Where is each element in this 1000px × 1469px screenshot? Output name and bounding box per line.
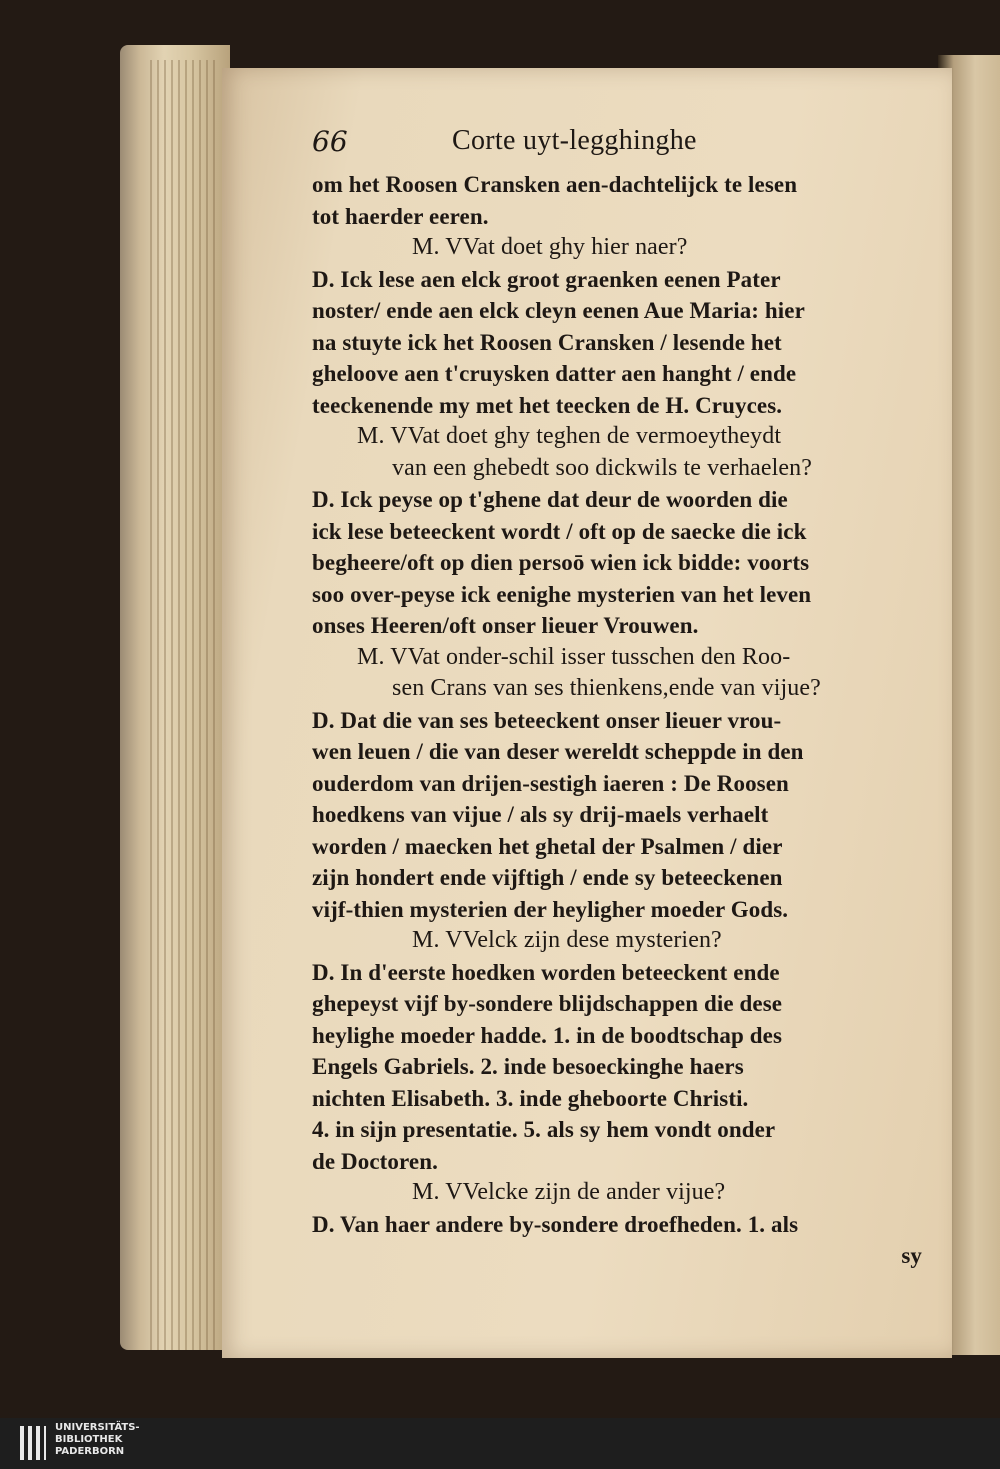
text-line: wen leuen / die van deser wereldt scheppde in den: [312, 739, 804, 764]
text-line: nichten Elisabeth. 3. inde gheboorte Christi.: [312, 1085, 749, 1111]
question-line: M. VVat onder-schil isser tusschen den Roo-: [357, 643, 791, 670]
text-line: Engels Gabriels. 2. inde besoeckinghe haers: [312, 1054, 744, 1079]
text-line: gheloove aen t'cruysken datter aen hanght / ende: [312, 361, 797, 386]
page-header: [312, 125, 922, 169]
page-text: [312, 125, 922, 1272]
text-line: om het Roosen Cransken aen-dachtelijck te lesen: [312, 172, 798, 197]
text-line: teeckenende my met het teecken de H. Cruyces.: [312, 392, 783, 418]
question-line: M. VVat doet ghy hier naer?: [412, 234, 688, 260]
answer-line: D. Van haer andere by-sondere droefheden. 1. als: [312, 1211, 799, 1237]
text-line: na stuyte ick het Roosen Cransken / lesende het: [312, 329, 782, 355]
text-line: soo over-peyse ick eenighe mysterien van het leven: [312, 581, 812, 607]
catchword: sy: [901, 1243, 922, 1268]
answer-line: D. In d'eerste hoedken worden beteeckent ende: [312, 959, 780, 985]
text-line: 4. in sijn presentatie. 5. als sy hem vondt onder: [312, 1117, 776, 1142]
library-footer: [0, 1418, 1000, 1469]
question-line: sen Crans van ses thienkens,ende van vijue?: [392, 675, 821, 701]
text-line: worden / maecken het ghetal der Psalmen / dier: [312, 833, 783, 859]
running-title: Corte uyt-legghinghe: [452, 125, 697, 156]
question-line: M. VVat doet ghy teghen de vermoeytheydt: [357, 423, 782, 449]
text-line: hoedkens van vijue / als sy drij-maels verhaelt: [312, 802, 769, 827]
library-name: UNIVERSITÄTS- BIBLIOTHEK PADERBORN: [55, 1422, 140, 1457]
text-line: ick lese beteeckent wordt / oft op de saecke die ick: [312, 518, 807, 544]
text-line: ouderdom van drijen-sestigh iaeren : De Roosen: [312, 770, 789, 796]
text-line: de Doctoren.: [312, 1148, 438, 1174]
text-line: onses Heeren/oft onser lieuer Vrouwen.: [312, 613, 699, 638]
answer-line: D. Dat die van ses beteeckent onser lieuer vrou-: [312, 707, 782, 733]
page-number: 66: [312, 125, 348, 158]
text-line: tot haerder eeren.: [312, 203, 489, 229]
answer-line: D. Ick lese aen elck groot graenken eenen Pater: [312, 266, 781, 292]
library-logo-icon: [18, 1424, 48, 1462]
question-line: van een ghebedt soo dickwils te verhaelen?: [392, 454, 813, 481]
answer-line: D. Ick peyse op t'ghene dat deur de woorden die: [312, 487, 788, 512]
text-line: vijf-thien mysterien der heyligher moeder Gods.: [312, 896, 789, 922]
text-line: heylighe moeder hadde. 1. in de boodtschap des: [312, 1022, 782, 1048]
text-line: zijn hondert ende vijftigh / ende sy beteeckenen: [312, 865, 783, 890]
page-edges: [150, 60, 220, 1350]
text-line: noster/ ende aen elck cleyn eenen Aue Maria: hier: [312, 298, 805, 323]
text-line: begheere/oft op dien persoō wien ick bidde: voorts: [312, 550, 810, 575]
text-line: ghepeyst vijf by-sondere blijdschappen die dese: [312, 991, 783, 1016]
question-line: M. VVelcke zijn de ander vijue?: [412, 1179, 726, 1205]
question-line: M. VVelck zijn dese mysterien?: [412, 927, 722, 953]
